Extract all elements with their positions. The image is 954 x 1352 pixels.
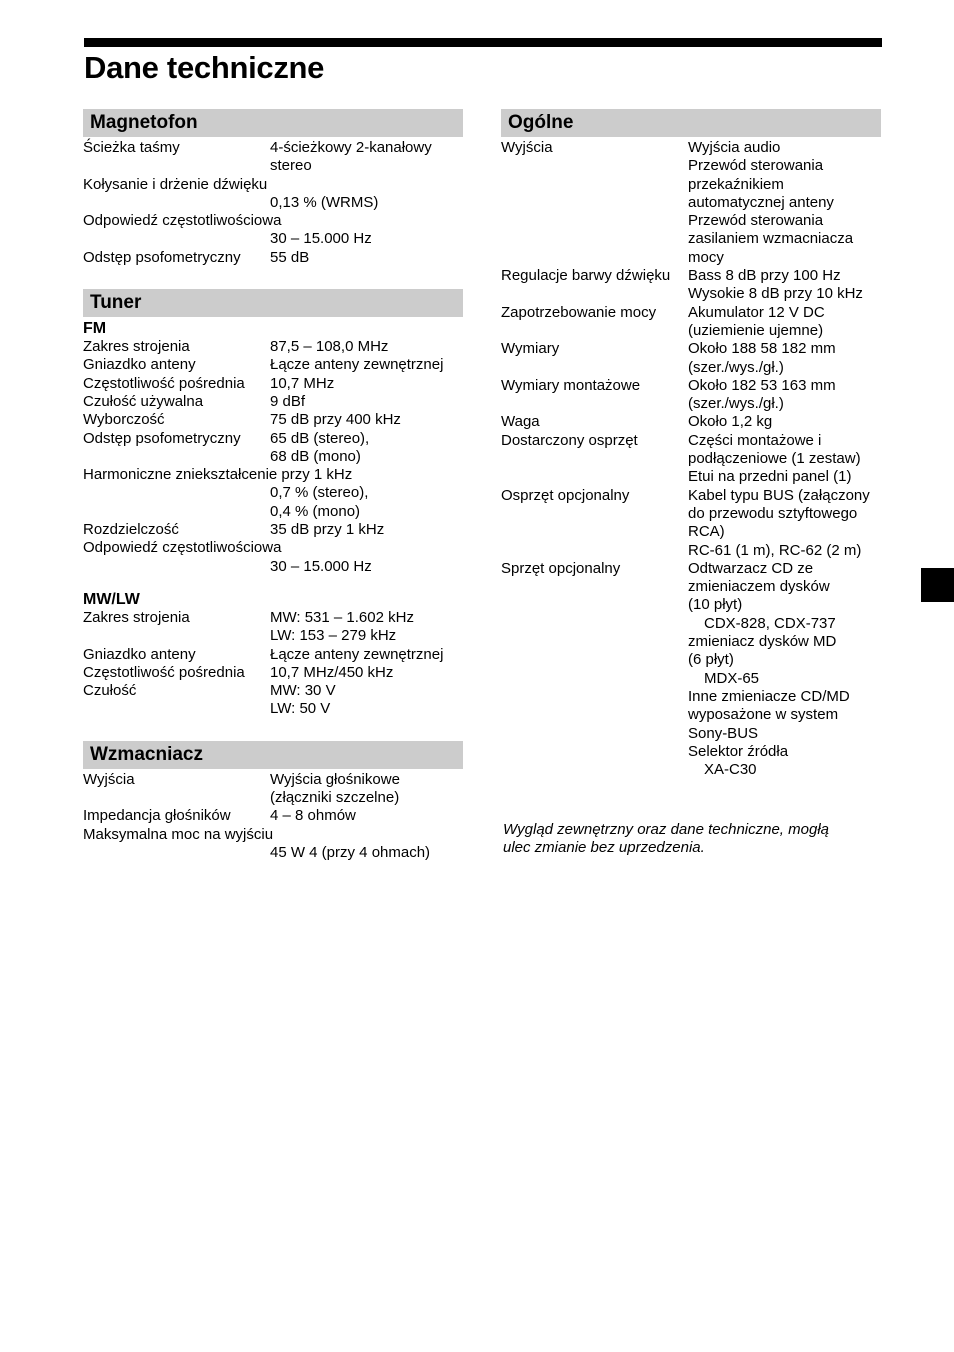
value-line: RCA) <box>688 523 725 541</box>
spec-value <box>270 664 463 682</box>
spec-row <box>83 411 463 429</box>
spec-value <box>270 430 463 467</box>
spec-row <box>83 609 463 646</box>
spec-label: Ścieżka taśmy <box>83 139 180 156</box>
spec-row <box>83 139 463 176</box>
page-side-tab <box>921 568 954 602</box>
spec-value <box>270 338 463 356</box>
value-line: (szer./wys./gł.) <box>688 395 784 413</box>
spec-row <box>83 249 463 267</box>
value-line: Wyjścia głośnikowe <box>270 770 400 788</box>
spec-value <box>688 413 881 431</box>
section-tuner <box>83 289 463 719</box>
spec-row <box>83 682 463 719</box>
section-wzmacniacz <box>83 741 463 862</box>
value-line: (szer./wys./gł.) <box>688 358 784 376</box>
spec-row <box>83 176 463 194</box>
spec-label: Wyborczość <box>83 411 165 429</box>
value-line: CDX-828, CDX-737 <box>704 614 836 632</box>
spec-label: Wymiary montażowe <box>501 376 641 394</box>
value-line: stereo <box>270 157 312 175</box>
value-line: Sony-BUS <box>688 724 759 742</box>
value-line: (uziemienie ujemne) <box>688 321 824 339</box>
value-line: Około 1,2 kg <box>688 413 773 431</box>
section-ogolne <box>501 109 881 779</box>
spec-row <box>83 826 463 844</box>
spec-label: Osprzęt opcjonalny <box>501 486 630 504</box>
spec-value <box>83 484 463 521</box>
value-line: Przewód sterowania <box>688 157 824 175</box>
spec-row <box>83 539 463 557</box>
spec-row <box>501 340 881 377</box>
spec-value <box>688 139 881 267</box>
spec-row <box>83 375 463 393</box>
spec-value <box>688 560 881 780</box>
value-line: 0,7 % (stereo), <box>270 484 369 502</box>
value-line: RC-61 (1 m), RC-62 (2 m) <box>688 541 862 559</box>
value-line: Kabel typu BUS (załączony <box>688 486 870 504</box>
spec-row <box>83 393 463 411</box>
value-line: Części montażowe i <box>688 431 822 449</box>
spec-value <box>270 375 463 393</box>
spec-value <box>688 267 881 304</box>
spec-value <box>270 609 463 646</box>
value-line: 30 – 15.000 Hz <box>270 230 372 248</box>
subheading-fm: FM <box>83 320 107 338</box>
spec-label: Wymiary <box>501 340 560 358</box>
spec-label: Czułość <box>83 682 137 700</box>
spec-row <box>83 430 463 467</box>
note-line: Wygląd zewnętrzny oraz dane techniczne, mogłą <box>503 821 830 838</box>
spec-row <box>501 267 881 304</box>
value-line: (6 płyt) <box>688 651 734 669</box>
disclaimer-note <box>503 821 883 858</box>
title-rule <box>84 38 882 47</box>
value-line: automatycznej anteny <box>688 193 834 211</box>
value-line: 75 dB przy 400 kHz <box>270 411 401 429</box>
spec-value <box>270 771 463 808</box>
value-line: Bass 8 dB przy 100 Hz <box>688 267 841 285</box>
value-line: 65 dB (stereo), <box>270 429 370 447</box>
right-column <box>501 109 881 779</box>
spec-value <box>688 432 881 487</box>
value-line: 30 – 15.000 Hz <box>270 557 372 575</box>
section-heading: Wzmacniacz <box>83 741 463 769</box>
section-heading: Tuner <box>83 289 463 317</box>
value-line: LW: 50 V <box>270 700 331 718</box>
spec-value <box>688 487 881 560</box>
value-line: Odtwarzacz CD ze <box>688 559 814 577</box>
section-heading: Ogólne <box>501 109 881 137</box>
value-line: 4 – 8 ohmów <box>270 807 356 825</box>
value-line: MW: 531 – 1.602 kHz <box>270 608 414 626</box>
page-title: Dane techniczne <box>84 50 325 85</box>
value-line: 35 dB przy 1 kHz <box>270 521 385 539</box>
spec-row <box>83 807 463 825</box>
spec-value <box>270 249 463 267</box>
value-line: mocy <box>688 248 724 266</box>
value-line: MW: 30 V <box>270 682 336 700</box>
value-line: (złączniki szczelne) <box>270 789 400 807</box>
value-line: 9 dBf <box>270 392 306 410</box>
spec-row <box>501 432 881 487</box>
spec-label: Zakres strojenia <box>83 338 190 356</box>
value-line: 10,7 MHz <box>270 374 335 392</box>
note-line: ulec zmianie bez uprzedzenia. <box>503 839 705 857</box>
spec-row <box>83 466 463 484</box>
value-line: do przewodu sztyftowego <box>688 504 858 522</box>
spec-label: Gniazdko anteny <box>83 356 196 374</box>
value-line: zasilaniem wzmacniacza <box>688 230 854 248</box>
spec-value <box>83 230 463 248</box>
value-line: LW: 153 – 279 kHz <box>270 627 397 645</box>
spec-value <box>83 194 463 212</box>
spec-value <box>270 139 463 176</box>
spec-row <box>501 139 881 267</box>
spec-value <box>270 646 463 664</box>
spec-row <box>83 646 463 664</box>
spec-value <box>83 558 463 576</box>
spec-value <box>270 411 463 429</box>
spec-value <box>688 340 881 377</box>
spec-value <box>270 521 463 539</box>
value-line: 87,5 – 108,0 MHz <box>270 338 389 356</box>
value-line: 0,13 % (WRMS) <box>270 193 379 211</box>
value-line: Łącze anteny zewnętrznej <box>270 356 444 374</box>
spec-label: Sprzęt opcjonalny <box>501 559 621 577</box>
section-heading: Magnetofon <box>83 109 463 137</box>
spec-label: Waga <box>501 413 540 431</box>
spec-label: Wyjścia <box>501 139 553 156</box>
spec-value <box>270 807 463 825</box>
spec-label: Odpowiedź częstotliwościowa <box>83 212 282 230</box>
spec-row <box>83 771 463 808</box>
subheading-mwlw: MW/LW <box>83 590 140 608</box>
spec-label: Czułość używalna <box>83 392 204 410</box>
spec-value <box>688 304 881 341</box>
value-line: Akumulator 12 V DC <box>688 303 825 321</box>
value-line: zmieniaczem dysków <box>688 578 830 596</box>
value-line: XA-C30 <box>704 761 757 779</box>
spec-label: Kołysanie i drżenie dźwięku <box>83 175 268 193</box>
value-line: 55 dB <box>270 248 310 266</box>
spec-value <box>270 393 463 411</box>
value-line: Inne zmieniacze CD/MD <box>688 687 850 705</box>
value-line: Około 188 58 182 mm <box>688 340 836 358</box>
value-line: wyposażone w system <box>688 706 839 724</box>
spec-label: Gniazdko anteny <box>83 645 196 663</box>
value-line: Łącze anteny zewnętrznej <box>270 645 444 663</box>
spec-value <box>83 844 463 862</box>
spec-row <box>83 212 463 230</box>
spec-label: Częstotliwość pośrednia <box>83 374 245 392</box>
section-magnetofon <box>83 109 463 267</box>
spec-row <box>83 521 463 539</box>
value-line: Wyjścia audio <box>688 139 781 156</box>
value-line: 0,4 % (mono) <box>270 502 361 520</box>
value-line: (10 płyt) <box>688 596 743 614</box>
spec-value <box>688 377 881 414</box>
spec-row <box>501 487 881 560</box>
spec-row <box>501 377 881 414</box>
spec-label: Odpowiedź częstotliwościowa <box>83 539 282 557</box>
value-line: zmieniacz dysków MD <box>688 633 837 651</box>
value-line: 68 dB (mono) <box>270 447 361 465</box>
value-line: 45 W 4 (przy 4 ohmach) <box>270 843 431 861</box>
spec-label: Wyjścia <box>83 770 135 788</box>
value-line: Przewód sterowania <box>688 212 824 230</box>
value-line: Wysokie 8 dB przy 10 kHz <box>688 285 863 303</box>
spec-label: Dostarczony osprzęt <box>501 431 638 449</box>
spec-label: Zakres strojenia <box>83 608 190 626</box>
value-line: MDX-65 <box>704 669 760 687</box>
spec-row <box>501 304 881 341</box>
spec-row <box>83 356 463 374</box>
spec-label: Regulacje barwy dźwięku <box>501 267 671 285</box>
value-line: Etui na przedni panel (1) <box>688 468 852 486</box>
value-line: 10,7 MHz/450 kHz <box>270 663 394 681</box>
spec-label: Harmoniczne zniekształcenie przy 1 kHz <box>83 466 353 484</box>
spec-label: Odstęp psofometryczny <box>83 429 241 447</box>
spec-label: Impedancja głośników <box>83 807 231 825</box>
value-line: przekaźnikiem <box>688 175 784 193</box>
spec-label: Częstotliwość pośrednia <box>83 663 245 681</box>
value-line: Selektor źródła <box>688 742 789 760</box>
value-line: podłączeniowe (1 zestaw) <box>688 450 861 468</box>
value-line: Około 182 53 163 mm <box>688 376 836 394</box>
spec-value <box>270 356 463 374</box>
spec-label: Zapotrzebowanie mocy <box>501 303 657 321</box>
spec-row <box>83 664 463 682</box>
value-line: 4-ścieżkowy 2-kanałowy <box>270 139 432 156</box>
spec-label: Odstęp psofometryczny <box>83 248 241 266</box>
spec-label: Rozdzielczość <box>83 521 179 539</box>
spec-label: Maksymalna moc na wyjściu <box>83 825 274 843</box>
spec-row <box>83 338 463 356</box>
left-column <box>83 109 463 862</box>
spec-row <box>501 413 881 431</box>
spec-row <box>501 560 881 780</box>
spec-value <box>270 682 463 719</box>
